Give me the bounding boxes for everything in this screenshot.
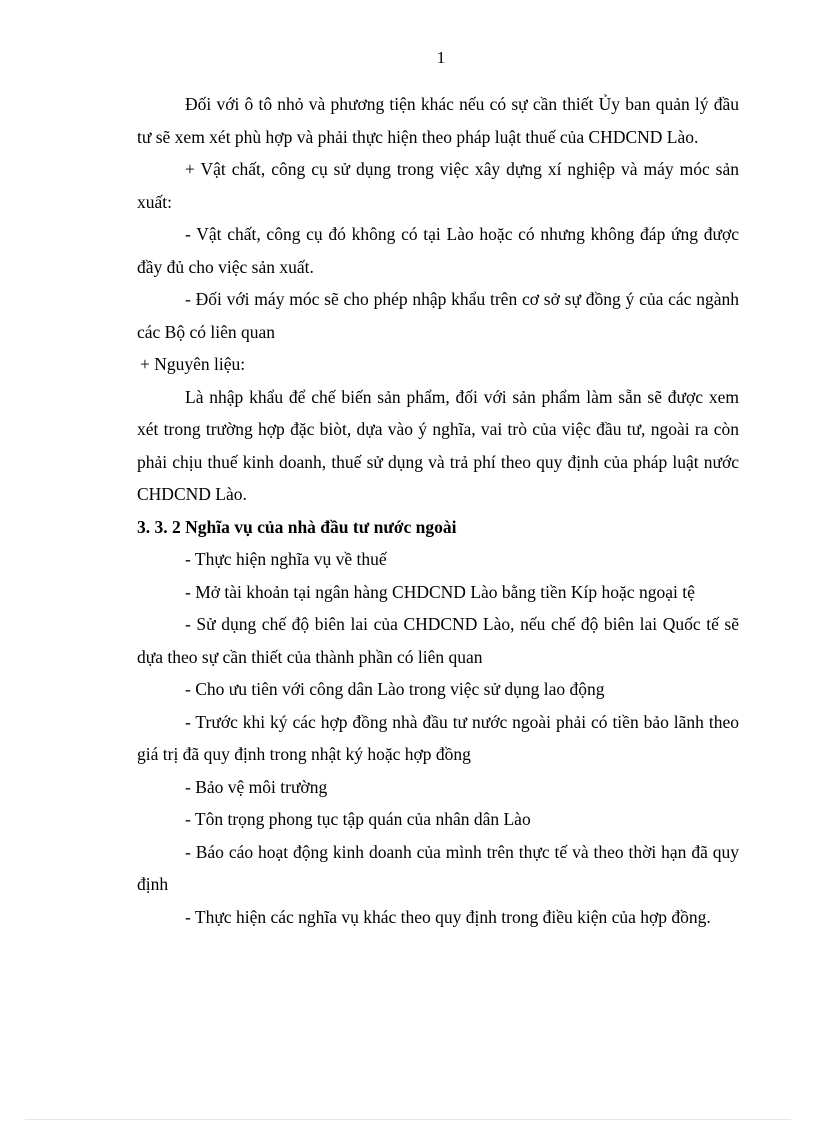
section-heading-obligations: 3. 3. 2 Nghĩa vụ của nhà đầu tư nước ngoài — [137, 516, 457, 537]
list-item-bank-account: - Mở tài khoản tại ngân hàng CHDCND Lào bằng tiền Kíp hoặc ngoại tệ — [185, 581, 695, 602]
list-item-business-report: - Báo cáo hoạt động kinh doanh của mình trên thực tế và theo thời hạn đã quy định — [137, 841, 739, 894]
paragraph-small-vehicles: Đối với ô tô nhỏ và phương tiện khác nếu có sự cần thiết Ủy ban quản lý đầu tư sẽ xem xét phù hợp và phải thực hiện theo pháp luật thuế của CHDCND Lào. — [137, 94, 739, 147]
paragraph-materials-tools: + Vật chất, công cụ sử dụng trong việc xây dựng xí nghiệp và máy móc sản xuất: — [137, 159, 739, 212]
list-item-other-obligations: - Thực hiện các nghĩa vụ khác theo quy định trong điều kiện của hợp đồng. — [185, 906, 711, 927]
list-item-guarantee-deposit: - Trước khi ký các hợp đồng nhà đầu tư nước ngoài phải có tiền bảo lãnh theo giá trị đã quy định trong nhật ký hoặc hợp đồng — [137, 711, 739, 764]
paragraph-raw-materials-label: + Nguyên liệu: — [140, 354, 246, 374]
page-bottom-divider — [25, 1119, 791, 1120]
paragraph-raw-materials-detail: Là nhập khẩu để chế biến sản phẩm, đối với sản phẩm làm sẵn sẽ được xem xét trong trường hợp đặc biòt, dựa vào ý nghĩa, vai trò của việc đầu tư, ngoài ra còn phải chịu thuế kinh doanh, thuế sử dụng và trả phí theo quy định của pháp luật nước CHDCND Lào. — [137, 386, 739, 504]
list-item-labor-priority: - Cho ưu tiên với công dân Lào trong việc sử dụng lao động — [185, 679, 605, 699]
document-body — [137, 88, 739, 933]
paragraph-materials-unavailable: - Vật chất, công cụ đó không có tại Lào hoặc có nhưng không đáp ứng được đầy đủ cho việc sản xuất. — [137, 224, 739, 277]
list-item-customs-respect: - Tôn trọng phong tục tập quán của nhân dân Lào — [185, 809, 531, 829]
list-item-environment: - Bảo vệ môi trường — [185, 776, 328, 797]
list-item-tax-obligation: - Thực hiện nghĩa vụ về thuế — [185, 549, 387, 569]
paragraph-machinery-import: - Đối với máy móc sẽ cho phép nhập khẩu trên cơ sở sự đồng ý của các ngành các Bộ có liên quan — [137, 289, 739, 342]
page-number: 1 — [436, 48, 446, 67]
list-item-receipt-system: - Sử dụng chế độ biên lai của CHDCND Lào, nếu chế độ biên lai Quốc tế sẽ dựa theo sự cần thiết của thành phần có liên quan — [137, 614, 739, 667]
